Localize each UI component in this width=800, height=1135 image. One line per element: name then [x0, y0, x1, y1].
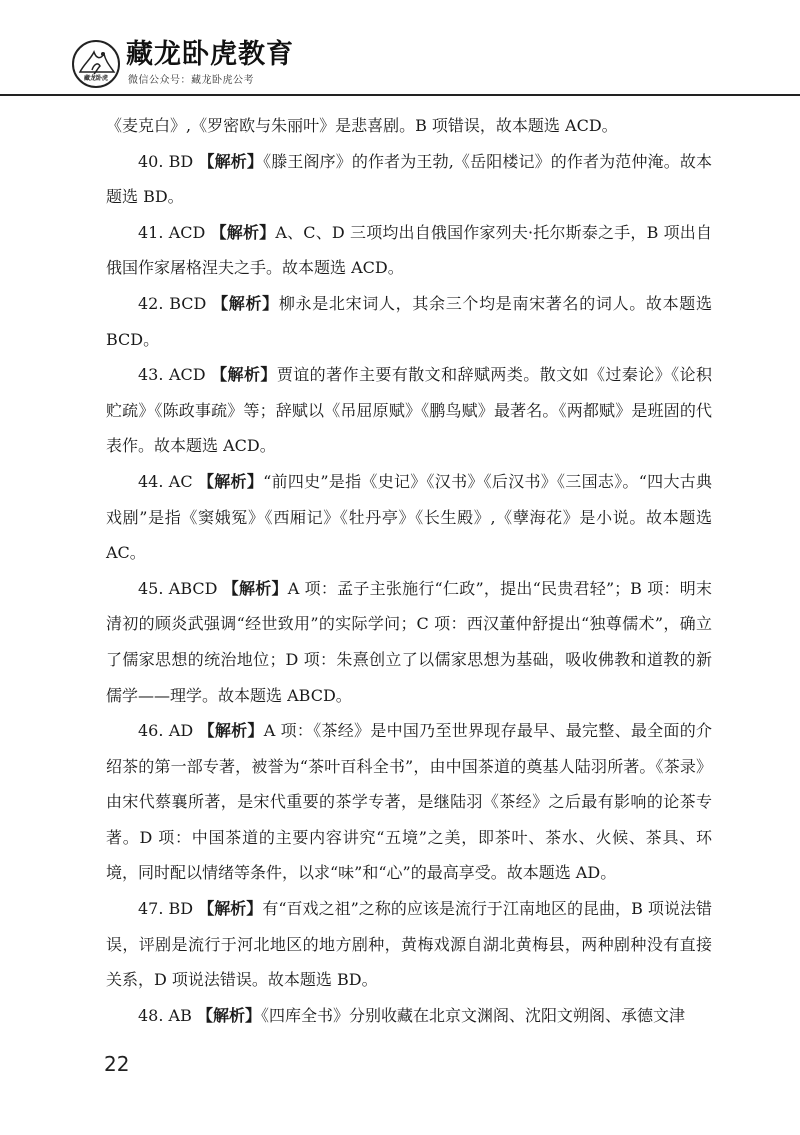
analysis-tag: 【解析】 — [222, 578, 288, 598]
brand-logo — [72, 40, 120, 88]
answer-47 — [106, 891, 712, 998]
analysis-tag: 【解析】 — [198, 721, 264, 741]
logo-caption: 藏龙卧虎 — [83, 75, 108, 82]
brand-subtitle: 微信公众号：藏龙卧虎公考 — [128, 75, 254, 86]
paragraph-continuation — [106, 108, 712, 144]
answer-number: 48. AB — [138, 1005, 192, 1025]
answer-45 — [106, 571, 712, 713]
answer-48 — [106, 998, 712, 1034]
paragraph-text: 《滕王阁序》的作者为王勃,《岳阳楼记》的作者为范仲淹。故本题选 BD。 — [106, 151, 712, 207]
answer-number: 42. BCD — [138, 293, 207, 313]
answer-42 — [106, 286, 712, 357]
analysis-tag: 【解析】 — [212, 293, 279, 313]
paragraph-text: “前四史”是指《史记》《汉书》《后汉书》《三国志》。“四大古典戏剧”是指《窦娥冤》《西厢记》《牡丹亭》《长生殿》,《孽海花》是小说。故本题选 AC。 — [106, 471, 712, 563]
paragraph-text: 《麦克白》,《罗密欧与朱丽叶》是悲喜剧。B 项错误，故本题选 ACD。 — [106, 116, 618, 135]
answer-number: 41. ACD — [138, 222, 206, 242]
analysis-tag: 【解析】 — [198, 151, 264, 171]
analysis-tag: 【解析】 — [196, 1005, 261, 1025]
answer-number: 43. ACD — [138, 365, 206, 385]
paragraph-text: 《四库全书》分别收藏在北京文渊阁、沈阳文朔阁、承德文津 — [260, 1005, 685, 1025]
analysis-tag: 【解析】 — [210, 222, 276, 242]
answer-number: 45. ABCD — [138, 578, 218, 598]
answer-number: 40. BD — [138, 151, 194, 171]
analysis-tag: 【解析】 — [198, 899, 263, 919]
answer-44 — [106, 464, 712, 571]
answer-number: 44. AC — [138, 471, 193, 491]
answer-explanations — [106, 108, 712, 1033]
paragraph-text: 贾谊的著作主要有散文和辞赋两类。散文如《过秦论》《论积贮疏》《陈政事疏》等；辞赋以《吊屈原赋》《鹏鸟赋》最著名。《两都赋》是班固的代表作。故本题选 ACD。 — [106, 365, 712, 456]
answer-46 — [106, 713, 712, 891]
analysis-tag: 【解析】 — [211, 365, 277, 385]
answer-40 — [106, 144, 712, 215]
answer-number: 46. AD — [138, 721, 194, 741]
paragraph-text: A、C、D 三项均出自俄国作家列夫·托尔斯泰之手，B 项出自俄国作家屠格涅夫之手。故本题选 ACD。 — [106, 222, 712, 278]
paragraph-text: A 项：《茶经》是中国乃至世界现存最早、最完整、最全面的介绍茶的第一部专著，被誉为“茶叶百科全书”，由中国茶道的奠基人陆羽所著。《茶录》由宋代蔡襄所著，是宋代重要的茶学专著，是继陆羽《茶经》之后最有影响的论茶专著。D 项：中国茶道的主要内容讲究“五境”之美，即茶叶、茶水、火候、茶具、环境，同时配以情绪等条件，以求“味”和“心”的最高享受。故本题选 AD。 — [106, 721, 712, 883]
analysis-tag: 【解析】 — [197, 471, 264, 491]
brand-title: 藏龙卧虎教育 — [126, 39, 294, 70]
paragraph-text: A 项：孟子主张施行“仁政”，提出“民贵君轻”；B 项：明末清初的顾炎武强调“经世致用”的实际学问；C 项：西汉董仲舒提出“独尊儒术”，确立了儒家思想的统治地位；D 项：朱熹创立了以儒家思想为基础，吸收佛教和道教的新儒学——理学。故本题选 ABCD。 — [106, 578, 712, 705]
paragraph-text: 柳永是北宋词人，其余三个均是南宋著名的词人。故本题选 BCD。 — [106, 293, 712, 349]
paragraph-text: 有“百戏之祖”之称的应该是流行于江南地区的昆曲，B 项说法错误，评剧是流行于河北地区的地方剧种，黄梅戏源自湖北黄梅县，两种剧种没有直接关系，D 项说法错误。故本题选 BD。 — [106, 899, 712, 990]
page-number: 22 — [104, 1052, 130, 1076]
page-header — [0, 0, 800, 96]
answer-43 — [106, 357, 712, 464]
answer-41 — [106, 215, 712, 286]
header-divider — [0, 94, 800, 96]
answer-number: 47. BD — [138, 899, 194, 919]
